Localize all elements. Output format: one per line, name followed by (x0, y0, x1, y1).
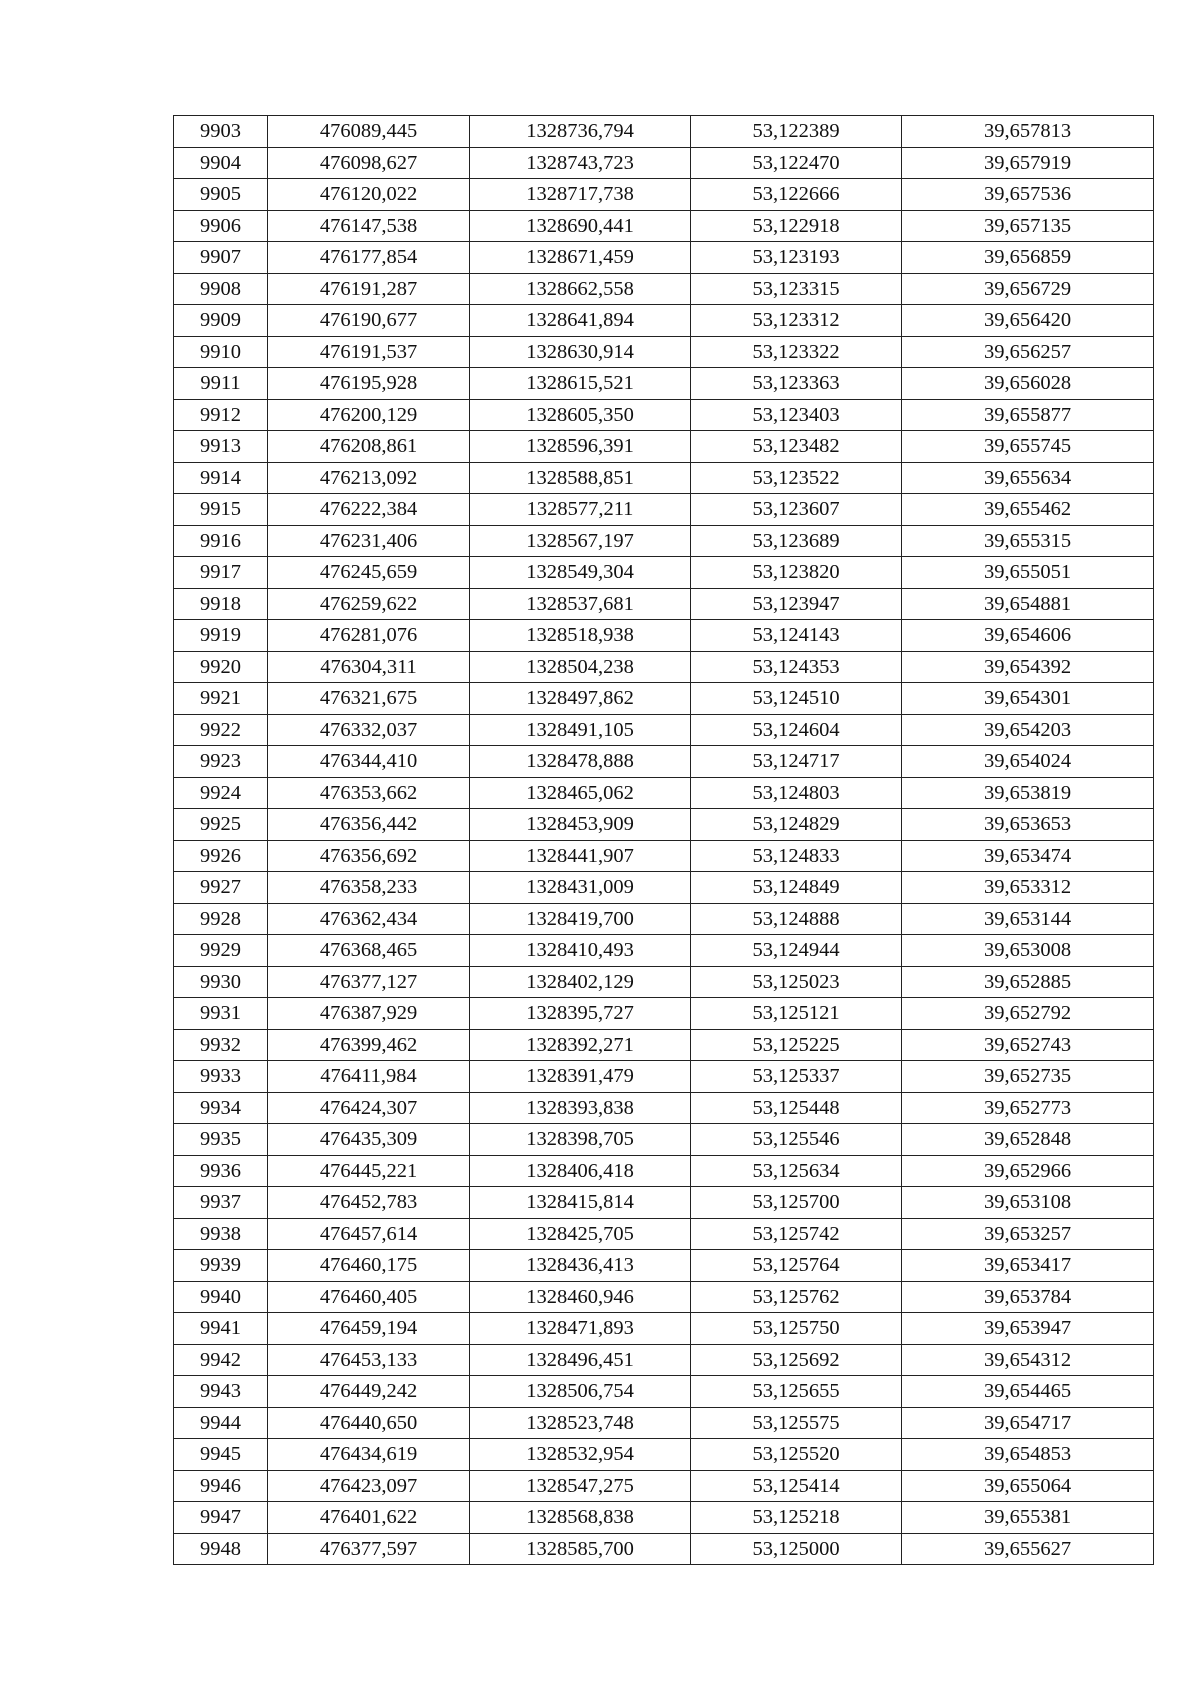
longitude-cell: 39,653257 (902, 1218, 1154, 1250)
x-coordinate-cell: 476356,692 (268, 840, 470, 872)
y-coordinate-cell: 1328615,521 (470, 368, 691, 400)
point-number-cell: 9924 (174, 777, 268, 809)
longitude-cell: 39,655634 (902, 462, 1154, 494)
y-coordinate-cell: 1328393,838 (470, 1092, 691, 1124)
x-coordinate-cell: 476281,076 (268, 620, 470, 652)
latitude-cell: 53,125520 (691, 1439, 902, 1471)
x-coordinate-cell: 476259,622 (268, 588, 470, 620)
y-coordinate-cell: 1328671,459 (470, 242, 691, 274)
point-number-cell: 9921 (174, 683, 268, 715)
table-row (174, 746, 1154, 778)
longitude-cell: 39,654881 (902, 588, 1154, 620)
point-number-cell: 9938 (174, 1218, 268, 1250)
y-coordinate-cell: 1328496,451 (470, 1344, 691, 1376)
latitude-cell: 53,125546 (691, 1124, 902, 1156)
x-coordinate-cell: 476449,242 (268, 1376, 470, 1408)
point-number-cell: 9943 (174, 1376, 268, 1408)
longitude-cell: 39,653947 (902, 1313, 1154, 1345)
table-row (174, 588, 1154, 620)
y-coordinate-cell: 1328460,946 (470, 1281, 691, 1313)
latitude-cell: 53,125225 (691, 1029, 902, 1061)
y-coordinate-cell: 1328436,413 (470, 1250, 691, 1282)
latitude-cell: 53,122666 (691, 179, 902, 211)
x-coordinate-cell: 476401,622 (268, 1502, 470, 1534)
point-number-cell: 9918 (174, 588, 268, 620)
x-coordinate-cell: 476440,650 (268, 1407, 470, 1439)
x-coordinate-cell: 476191,287 (268, 273, 470, 305)
longitude-cell: 39,656028 (902, 368, 1154, 400)
table-row (174, 1533, 1154, 1565)
point-number-cell: 9941 (174, 1313, 268, 1345)
point-number-cell: 9912 (174, 399, 268, 431)
table-row (174, 1029, 1154, 1061)
table-row (174, 903, 1154, 935)
latitude-cell: 53,124944 (691, 935, 902, 967)
longitude-cell: 39,657813 (902, 116, 1154, 148)
x-coordinate-cell: 476377,127 (268, 966, 470, 998)
x-coordinate-cell: 476399,462 (268, 1029, 470, 1061)
y-coordinate-cell: 1328497,862 (470, 683, 691, 715)
x-coordinate-cell: 476344,410 (268, 746, 470, 778)
table-row (174, 462, 1154, 494)
y-coordinate-cell: 1328537,681 (470, 588, 691, 620)
y-coordinate-cell: 1328419,700 (470, 903, 691, 935)
y-coordinate-cell: 1328690,441 (470, 210, 691, 242)
x-coordinate-cell: 476459,194 (268, 1313, 470, 1345)
table-row (174, 1502, 1154, 1534)
point-number-cell: 9942 (174, 1344, 268, 1376)
table-row (174, 1344, 1154, 1376)
x-coordinate-cell: 476358,233 (268, 872, 470, 904)
x-coordinate-cell: 476222,384 (268, 494, 470, 526)
latitude-cell: 53,125414 (691, 1470, 902, 1502)
x-coordinate-cell: 476445,221 (268, 1155, 470, 1187)
point-number-cell: 9939 (174, 1250, 268, 1282)
point-number-cell: 9910 (174, 336, 268, 368)
table-row (174, 1407, 1154, 1439)
y-coordinate-cell: 1328406,418 (470, 1155, 691, 1187)
latitude-cell: 53,124717 (691, 746, 902, 778)
point-number-cell: 9932 (174, 1029, 268, 1061)
latitude-cell: 53,124803 (691, 777, 902, 809)
y-coordinate-cell: 1328410,493 (470, 935, 691, 967)
longitude-cell: 39,654853 (902, 1439, 1154, 1471)
x-coordinate-cell: 476195,928 (268, 368, 470, 400)
latitude-cell: 53,122389 (691, 116, 902, 148)
point-number-cell: 9908 (174, 273, 268, 305)
longitude-cell: 39,657135 (902, 210, 1154, 242)
table-row (174, 1187, 1154, 1219)
table-row (174, 1124, 1154, 1156)
longitude-cell: 39,655627 (902, 1533, 1154, 1565)
y-coordinate-cell: 1328547,275 (470, 1470, 691, 1502)
latitude-cell: 53,123522 (691, 462, 902, 494)
longitude-cell: 39,652966 (902, 1155, 1154, 1187)
latitude-cell: 53,125692 (691, 1344, 902, 1376)
point-number-cell: 9913 (174, 431, 268, 463)
latitude-cell: 53,123820 (691, 557, 902, 589)
y-coordinate-cell: 1328478,888 (470, 746, 691, 778)
point-number-cell: 9948 (174, 1533, 268, 1565)
x-coordinate-cell: 476424,307 (268, 1092, 470, 1124)
y-coordinate-cell: 1328392,271 (470, 1029, 691, 1061)
latitude-cell: 53,125700 (691, 1187, 902, 1219)
table-row (174, 336, 1154, 368)
point-number-cell: 9945 (174, 1439, 268, 1471)
table-row (174, 116, 1154, 148)
longitude-cell: 39,656729 (902, 273, 1154, 305)
point-number-cell: 9906 (174, 210, 268, 242)
latitude-cell: 53,125023 (691, 966, 902, 998)
x-coordinate-cell: 476356,442 (268, 809, 470, 841)
table-row (174, 399, 1154, 431)
longitude-cell: 39,656859 (902, 242, 1154, 274)
latitude-cell: 53,124143 (691, 620, 902, 652)
y-coordinate-cell: 1328588,851 (470, 462, 691, 494)
table-row (174, 777, 1154, 809)
y-coordinate-cell: 1328506,754 (470, 1376, 691, 1408)
table-row (174, 431, 1154, 463)
latitude-cell: 53,123947 (691, 588, 902, 620)
x-coordinate-cell: 476453,133 (268, 1344, 470, 1376)
longitude-cell: 39,653474 (902, 840, 1154, 872)
y-coordinate-cell: 1328453,909 (470, 809, 691, 841)
x-coordinate-cell: 476147,538 (268, 210, 470, 242)
table-row (174, 368, 1154, 400)
point-number-cell: 9916 (174, 525, 268, 557)
longitude-cell: 39,652885 (902, 966, 1154, 998)
point-number-cell: 9923 (174, 746, 268, 778)
longitude-cell: 39,654392 (902, 651, 1154, 683)
longitude-cell: 39,654312 (902, 1344, 1154, 1376)
latitude-cell: 53,123689 (691, 525, 902, 557)
point-number-cell: 9903 (174, 116, 268, 148)
latitude-cell: 53,122918 (691, 210, 902, 242)
longitude-cell: 39,653417 (902, 1250, 1154, 1282)
y-coordinate-cell: 1328605,350 (470, 399, 691, 431)
point-number-cell: 9947 (174, 1502, 268, 1534)
latitude-cell: 53,124888 (691, 903, 902, 935)
table-row (174, 1250, 1154, 1282)
table-row (174, 998, 1154, 1030)
table-row (174, 809, 1154, 841)
latitude-cell: 53,125634 (691, 1155, 902, 1187)
latitude-cell: 53,124353 (691, 651, 902, 683)
x-coordinate-cell: 476460,175 (268, 1250, 470, 1282)
point-number-cell: 9909 (174, 305, 268, 337)
point-number-cell: 9946 (174, 1470, 268, 1502)
table-row (174, 1218, 1154, 1250)
latitude-cell: 53,123312 (691, 305, 902, 337)
point-number-cell: 9937 (174, 1187, 268, 1219)
x-coordinate-cell: 476191,537 (268, 336, 470, 368)
table-row (174, 683, 1154, 715)
x-coordinate-cell: 476213,092 (268, 462, 470, 494)
longitude-cell: 39,654203 (902, 714, 1154, 746)
longitude-cell: 39,656257 (902, 336, 1154, 368)
latitude-cell: 53,124849 (691, 872, 902, 904)
point-number-cell: 9907 (174, 242, 268, 274)
point-number-cell: 9927 (174, 872, 268, 904)
longitude-cell: 39,655064 (902, 1470, 1154, 1502)
longitude-cell: 39,655877 (902, 399, 1154, 431)
point-number-cell: 9926 (174, 840, 268, 872)
latitude-cell: 53,125448 (691, 1092, 902, 1124)
y-coordinate-cell: 1328441,907 (470, 840, 691, 872)
x-coordinate-cell: 476411,984 (268, 1061, 470, 1093)
latitude-cell: 53,124829 (691, 809, 902, 841)
point-number-cell: 9930 (174, 966, 268, 998)
longitude-cell: 39,654024 (902, 746, 1154, 778)
table-row (174, 1313, 1154, 1345)
table-row (174, 1092, 1154, 1124)
y-coordinate-cell: 1328402,129 (470, 966, 691, 998)
coordinates-table (173, 115, 1154, 1565)
y-coordinate-cell: 1328568,838 (470, 1502, 691, 1534)
longitude-cell: 39,657536 (902, 179, 1154, 211)
y-coordinate-cell: 1328395,727 (470, 998, 691, 1030)
table-row (174, 1281, 1154, 1313)
longitude-cell: 39,655462 (902, 494, 1154, 526)
point-number-cell: 9944 (174, 1407, 268, 1439)
x-coordinate-cell: 476434,619 (268, 1439, 470, 1471)
longitude-cell: 39,654301 (902, 683, 1154, 715)
x-coordinate-cell: 476435,309 (268, 1124, 470, 1156)
point-number-cell: 9935 (174, 1124, 268, 1156)
latitude-cell: 53,123403 (691, 399, 902, 431)
table-row (174, 840, 1154, 872)
y-coordinate-cell: 1328465,062 (470, 777, 691, 809)
x-coordinate-cell: 476377,597 (268, 1533, 470, 1565)
longitude-cell: 39,654717 (902, 1407, 1154, 1439)
x-coordinate-cell: 476098,627 (268, 147, 470, 179)
table-row (174, 147, 1154, 179)
x-coordinate-cell: 476208,861 (268, 431, 470, 463)
y-coordinate-cell: 1328717,738 (470, 179, 691, 211)
point-number-cell: 9920 (174, 651, 268, 683)
point-number-cell: 9922 (174, 714, 268, 746)
y-coordinate-cell: 1328425,705 (470, 1218, 691, 1250)
latitude-cell: 53,123482 (691, 431, 902, 463)
x-coordinate-cell: 476190,677 (268, 305, 470, 337)
y-coordinate-cell: 1328736,794 (470, 116, 691, 148)
latitude-cell: 53,124510 (691, 683, 902, 715)
x-coordinate-cell: 476332,037 (268, 714, 470, 746)
y-coordinate-cell: 1328431,009 (470, 872, 691, 904)
latitude-cell: 53,125764 (691, 1250, 902, 1282)
latitude-cell: 53,123315 (691, 273, 902, 305)
point-number-cell: 9933 (174, 1061, 268, 1093)
longitude-cell: 39,653784 (902, 1281, 1154, 1313)
x-coordinate-cell: 476304,311 (268, 651, 470, 683)
longitude-cell: 39,655315 (902, 525, 1154, 557)
latitude-cell: 53,123363 (691, 368, 902, 400)
longitude-cell: 39,656420 (902, 305, 1154, 337)
longitude-cell: 39,652735 (902, 1061, 1154, 1093)
latitude-cell: 53,123193 (691, 242, 902, 274)
table-row (174, 1155, 1154, 1187)
y-coordinate-cell: 1328471,893 (470, 1313, 691, 1345)
y-coordinate-cell: 1328491,105 (470, 714, 691, 746)
latitude-cell: 53,124604 (691, 714, 902, 746)
latitude-cell: 53,124833 (691, 840, 902, 872)
latitude-cell: 53,125742 (691, 1218, 902, 1250)
y-coordinate-cell: 1328549,304 (470, 557, 691, 589)
y-coordinate-cell: 1328567,197 (470, 525, 691, 557)
table-row (174, 872, 1154, 904)
table-row (174, 494, 1154, 526)
longitude-cell: 39,655745 (902, 431, 1154, 463)
y-coordinate-cell: 1328518,938 (470, 620, 691, 652)
latitude-cell: 53,122470 (691, 147, 902, 179)
coordinates-table-body (174, 116, 1154, 1565)
longitude-cell: 39,652743 (902, 1029, 1154, 1061)
x-coordinate-cell: 476177,854 (268, 242, 470, 274)
point-number-cell: 9931 (174, 998, 268, 1030)
point-number-cell: 9940 (174, 1281, 268, 1313)
point-number-cell: 9929 (174, 935, 268, 967)
table-row (174, 273, 1154, 305)
y-coordinate-cell: 1328532,954 (470, 1439, 691, 1471)
longitude-cell: 39,653008 (902, 935, 1154, 967)
longitude-cell: 39,654465 (902, 1376, 1154, 1408)
point-number-cell: 9914 (174, 462, 268, 494)
y-coordinate-cell: 1328415,814 (470, 1187, 691, 1219)
point-number-cell: 9905 (174, 179, 268, 211)
latitude-cell: 53,125750 (691, 1313, 902, 1345)
longitude-cell: 39,654606 (902, 620, 1154, 652)
y-coordinate-cell: 1328391,479 (470, 1061, 691, 1093)
x-coordinate-cell: 476245,659 (268, 557, 470, 589)
table-row (174, 1470, 1154, 1502)
table-row (174, 935, 1154, 967)
x-coordinate-cell: 476423,097 (268, 1470, 470, 1502)
table-row (174, 651, 1154, 683)
longitude-cell: 39,655051 (902, 557, 1154, 589)
latitude-cell: 53,125337 (691, 1061, 902, 1093)
longitude-cell: 39,653108 (902, 1187, 1154, 1219)
longitude-cell: 39,652773 (902, 1092, 1154, 1124)
x-coordinate-cell: 476387,929 (268, 998, 470, 1030)
y-coordinate-cell: 1328398,705 (470, 1124, 691, 1156)
y-coordinate-cell: 1328585,700 (470, 1533, 691, 1565)
x-coordinate-cell: 476368,465 (268, 935, 470, 967)
x-coordinate-cell: 476460,405 (268, 1281, 470, 1313)
latitude-cell: 53,125575 (691, 1407, 902, 1439)
longitude-cell: 39,657919 (902, 147, 1154, 179)
table-row (174, 305, 1154, 337)
y-coordinate-cell: 1328596,391 (470, 431, 691, 463)
longitude-cell: 39,652792 (902, 998, 1154, 1030)
point-number-cell: 9919 (174, 620, 268, 652)
latitude-cell: 53,123607 (691, 494, 902, 526)
latitude-cell: 53,125655 (691, 1376, 902, 1408)
point-number-cell: 9904 (174, 147, 268, 179)
longitude-cell: 39,653144 (902, 903, 1154, 935)
longitude-cell: 39,653653 (902, 809, 1154, 841)
y-coordinate-cell: 1328641,894 (470, 305, 691, 337)
table-row (174, 179, 1154, 211)
point-number-cell: 9911 (174, 368, 268, 400)
table-row (174, 557, 1154, 589)
table-row (174, 1439, 1154, 1471)
x-coordinate-cell: 476362,434 (268, 903, 470, 935)
point-number-cell: 9925 (174, 809, 268, 841)
longitude-cell: 39,652848 (902, 1124, 1154, 1156)
point-number-cell: 9936 (174, 1155, 268, 1187)
y-coordinate-cell: 1328743,723 (470, 147, 691, 179)
x-coordinate-cell: 476231,406 (268, 525, 470, 557)
point-number-cell: 9915 (174, 494, 268, 526)
latitude-cell: 53,125218 (691, 1502, 902, 1534)
y-coordinate-cell: 1328504,238 (470, 651, 691, 683)
x-coordinate-cell: 476353,662 (268, 777, 470, 809)
x-coordinate-cell: 476452,783 (268, 1187, 470, 1219)
latitude-cell: 53,123322 (691, 336, 902, 368)
x-coordinate-cell: 476200,129 (268, 399, 470, 431)
table-row (174, 1376, 1154, 1408)
x-coordinate-cell: 476120,022 (268, 179, 470, 211)
point-number-cell: 9928 (174, 903, 268, 935)
point-number-cell: 9934 (174, 1092, 268, 1124)
point-number-cell: 9917 (174, 557, 268, 589)
x-coordinate-cell: 476457,614 (268, 1218, 470, 1250)
y-coordinate-cell: 1328662,558 (470, 273, 691, 305)
latitude-cell: 53,125000 (691, 1533, 902, 1565)
latitude-cell: 53,125762 (691, 1281, 902, 1313)
table-row (174, 242, 1154, 274)
longitude-cell: 39,653312 (902, 872, 1154, 904)
y-coordinate-cell: 1328630,914 (470, 336, 691, 368)
x-coordinate-cell: 476089,445 (268, 116, 470, 148)
y-coordinate-cell: 1328577,211 (470, 494, 691, 526)
table-row (174, 966, 1154, 998)
table-row (174, 1061, 1154, 1093)
table-row (174, 714, 1154, 746)
longitude-cell: 39,653819 (902, 777, 1154, 809)
longitude-cell: 39,655381 (902, 1502, 1154, 1534)
y-coordinate-cell: 1328523,748 (470, 1407, 691, 1439)
x-coordinate-cell: 476321,675 (268, 683, 470, 715)
latitude-cell: 53,125121 (691, 998, 902, 1030)
table-row (174, 525, 1154, 557)
table-row (174, 620, 1154, 652)
table-row (174, 210, 1154, 242)
